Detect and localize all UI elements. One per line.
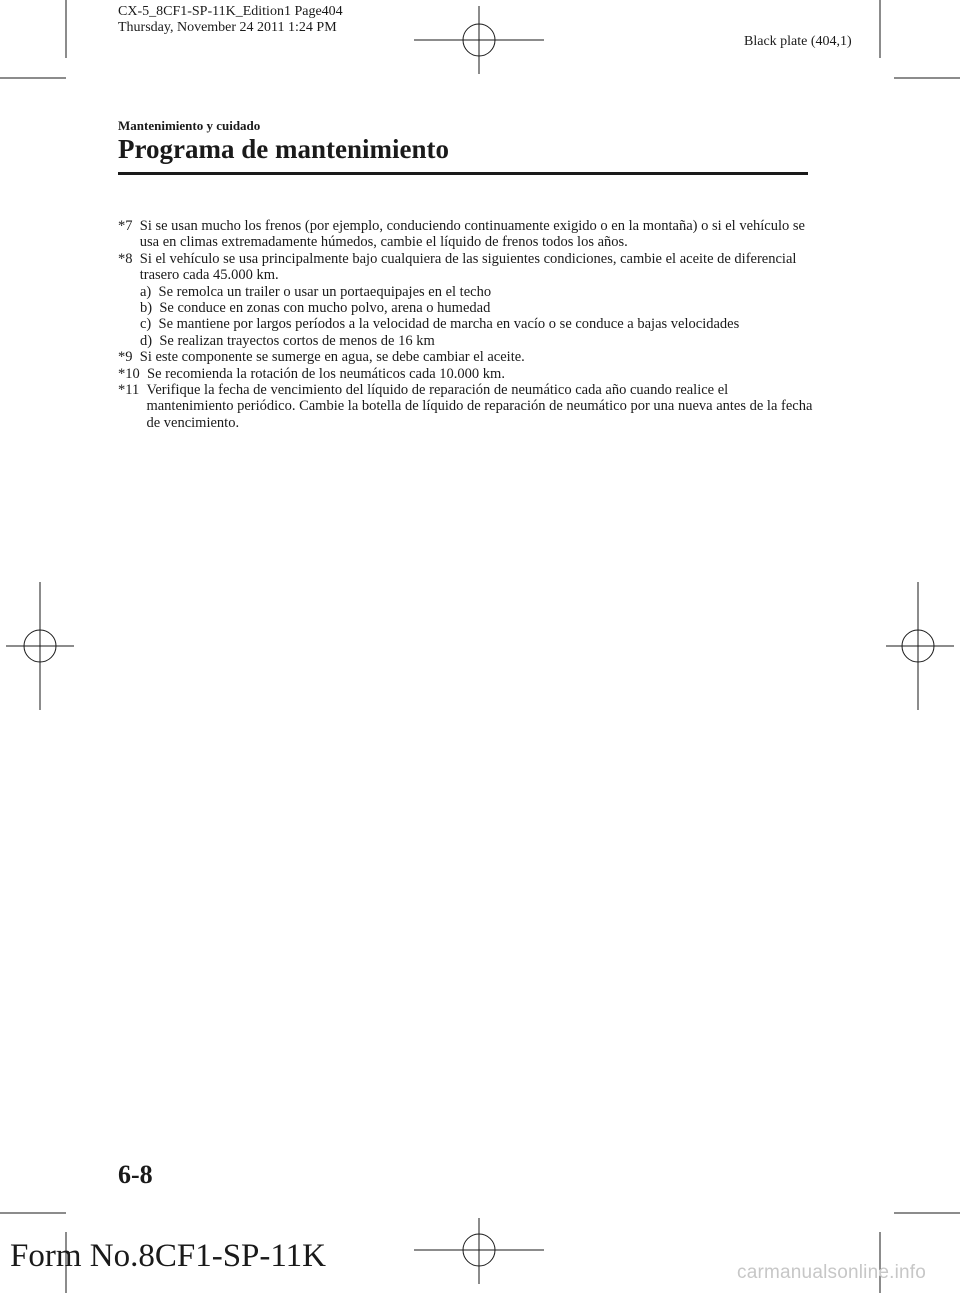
- condition-marker: a): [140, 283, 159, 300]
- footnote-11: [118, 382, 818, 431]
- registration-mark-top: [414, 6, 544, 74]
- condition-marker: d): [140, 332, 160, 349]
- title-rule: [118, 172, 808, 175]
- condition-marker: b): [140, 300, 160, 317]
- registration-mark-bottom: [414, 1218, 544, 1284]
- footnote-text: Si el vehículo se usa principalmente bajo cualquiera de las siguientes condiciones, cambie el aceite de diferencial trasero cada 45.000 km.: [139, 250, 797, 284]
- print-info-line2: Thursday, November 24 2011 1:24 PM: [118, 20, 337, 35]
- watermark: carmanualsonline.info: [737, 1262, 927, 1283]
- page-number: 6-8: [118, 1160, 153, 1189]
- registration-mark-right: [886, 582, 954, 710]
- footnote-9: [118, 349, 818, 365]
- footnote-list: [118, 218, 818, 431]
- condition-marker: c): [140, 316, 159, 333]
- condition-a: [118, 284, 818, 300]
- condition-text: Se conduce en zonas con mucho polvo, arena o humedad: [159, 300, 491, 317]
- section-label: Mantenimiento y cuidado: [118, 118, 261, 133]
- footnote-marker: *9: [118, 349, 140, 366]
- print-info-line1: CX-5_8CF1-SP-11K_Edition1 Page404: [118, 4, 343, 19]
- footnote-text: Si se usan mucho los frenos (por ejemplo, conduciendo continuamente exigido o en la montaña) o si el vehículo se usa en climas extremadamente húmedos, cambie el líquido de frenos todos los años.: [139, 218, 805, 251]
- condition-b: [118, 300, 818, 316]
- condition-c: [118, 316, 818, 332]
- form-number: Form No.8CF1-SP-11K: [10, 1238, 326, 1274]
- footnote-text: Se recomienda la rotación de los neumáticos cada 10.000 km.: [147, 365, 505, 382]
- print-info: [118, 4, 343, 36]
- plate-label: Black plate (404,1): [744, 34, 852, 49]
- footnote-marker: *7: [118, 218, 140, 234]
- footnote-marker: *11: [118, 382, 147, 399]
- footnote-marker: *8: [118, 250, 140, 267]
- footnote-text: Si este componente se sumerge en agua, se debe cambiar el aceite.: [139, 349, 525, 366]
- condition-text: Se mantiene por largos períodos a la velocidad de marcha en vacío o se conduce a bajas velocidades: [158, 316, 740, 333]
- footnote-10: [118, 366, 818, 382]
- page-title: Programa de mantenimiento: [118, 134, 449, 164]
- footnote-7: [118, 218, 818, 251]
- condition-text: Se remolca un trailer o usar un portaequipajes en el techo: [158, 283, 492, 300]
- condition-text: Se realizan trayectos cortos de menos de 16 km: [159, 332, 435, 349]
- registration-mark-left: [6, 582, 74, 710]
- footnote-text: Verifique la fecha de vencimiento del líquido de reparación de neumático cada año cuando realice el mantenimiento periódico. Cambie la botella de líquido de reparación de neumático por una nueva antes de la fecha de vencimiento.: [146, 382, 813, 431]
- footnote-8: [118, 251, 818, 284]
- footnote-marker: *10: [118, 365, 147, 382]
- condition-d: [118, 333, 818, 349]
